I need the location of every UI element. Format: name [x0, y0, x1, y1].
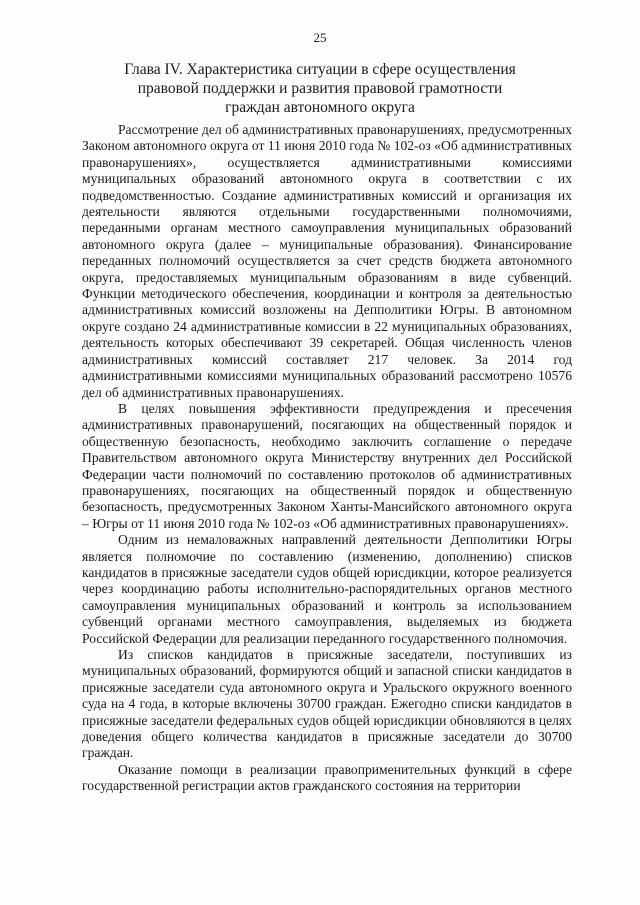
page-number: 25	[313, 30, 327, 45]
chapter-title-line-1: Глава IV. Характеристика ситуации в сфере осуществления	[124, 61, 516, 78]
paragraph-jurors-count: Из списков кандидатов в присяжные заседатели, поступивших из муниципальных образований, формируются общий и запасной списки кандидатов в присяжные заседатели суда автономного округа и Уральского окружного военного суда на 4 года, в которые включены 30700 граждан. Ежегодно списки кандидатов в присяжные заседатели федеральных судов общей юрисдикции обновляются в целях доведения общего количества кандидатов в присяжные заседатели до 30700 граждан.	[82, 647, 572, 761]
paragraph-jurors-lists: Одним из немаловажных направлений деятельности Депполитики Югры является полномочие по составлению (изменению, дополнению) списков кандидатов в присяжные заседатели судов общей юрисдикции, которое реализуется через координацию работы исполнительно-распорядительных органов местного самоуправления муниципальных образований и контроль за использованием субвенций органами местного самоуправления, выделяемых из бюджета Российской Федерации для реализации переданного государственного полномочия.	[82, 532, 572, 646]
paragraph-civil-registration: Оказание помощи в реализации правоприменительных функций в сфере государственной регистрации актов гражданского состояния на территории	[82, 761, 572, 794]
body-text	[82, 122, 572, 795]
chapter-title	[110, 60, 530, 117]
chapter-title-line-2: правовой поддержки и развития правовой грамотности	[137, 80, 503, 97]
paragraph-police-agreement: В целях повышения эффективности предупреждения и пресечения административных правонарушений, посягающих на общественный порядок и общественную безопасность, необходимо заключить соглашение о передаче Правительством автономного округа Министерству внутренних дел Российской Федерации части полномочий по составлению протоколов об административных правонарушениях, посягающих на общественный порядок и общественную безопасность, предусмотренных Законом Ханты-Мансийского автономного округа – Югры от 11 июня 2010 года № 102-оз «Об административных правонарушениях».	[82, 400, 572, 531]
chapter-title-line-3: граждан автономного округа	[225, 99, 415, 116]
paragraph-administrative-commissions: Рассмотрение дел об административных правонарушениях, предусмотренных Законом автономного округа от 11 июня 2010 года № 102-оз «Об административных правонарушениях», осуществляется административными комиссиями муниципальных образований автономного округа в соответствии с их подведомственностью. Создание административных комиссий и организация их деятельности являются отдельными государственными полномочиями, переданными органам местного самоуправления муниципальных образований автономного округа (далее – муниципальные образования). Финансирование переданных полномочий осуществляется за счет средств бюджета автономного округа, предоставляемых муниципальным образованиям в виде субвенций. Функции методического обеспечения, координации и контроля за деятельностью административных комиссий возложены на Депполитики Югры. В автономном округе создано 24 административные комиссии в 22 муниципальных образованиях, деятельность которых обеспечивают 39 секретарей. Общая численность членов административных комиссий составляет 217 человек. За 2014 год административными комиссиями муниципальных образований рассмотрено 10576 дел об административных правонарушениях.	[82, 122, 572, 400]
